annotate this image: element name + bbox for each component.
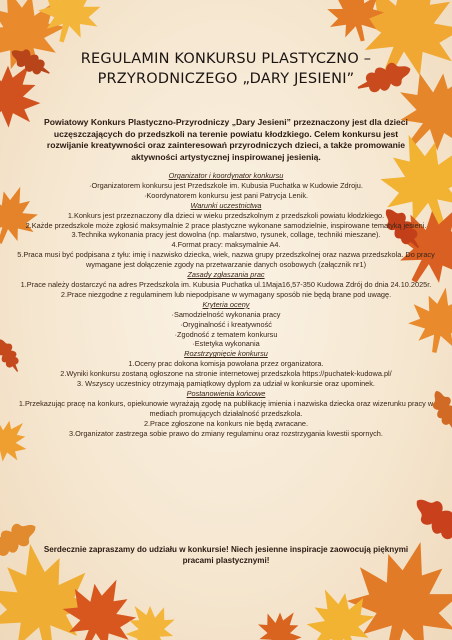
rule-line: 1.Prace należy dostarczyć na adres Przedszkola im. Kubusia Puchatka ul.1Maja16,57-350 Kudowa Zdrój do dnia 24.10.2025r. [20,279,432,289]
rule-line: 5.Praca musi być podpisana z tyłu: imię i nazwisko dziecka, wiek, nazwa grupy przedszkolnej oraz nazwa przedszkola. Do pracy wymagane jest dołączenie zgody na przetwarzanie danych osobowych (załącznik nr1) [17,250,435,270]
rule-line: 3. Wszyscy uczestnicy otrzymają pamiątkowy dyplom za udział w konkursie oraz upominek. [77,379,375,389]
rule-line: 1.Przekazując pracę na konkurs, opiekunowie wyrażają zgodę na publikację imienia i nazwiska dziecka oraz wizerunku pracy w mediach promujących działalność przedszkola. [18,398,434,418]
intro-paragraph: Powiatowy Konkurs Plastyczno-Przyrodniczy „Dary Jesieni” przeznaczony jest dla dzieci uczęszczających do przedszkoli na terenie powiatu kłodzkiego. Celem konkursu jest rozwijanie kreatywności oraz zainteresowań przyrodniczych dzieci, a także promowanie aktywności artystycznej inspirowanej jesienią. [44,117,408,162]
rule-line: ·Organizatorem konkursu jest Przedszkole im. Kubusia Puchatka w Kudowie Zdroju. [89,180,363,190]
rules-body [16,171,436,438]
rule-line: 3.Technika wykonania pracy jest dowolna (np. malarstwo, rysunek, collage, techniki mieszane). [71,230,381,240]
rule-line: 4.Format pracy: maksymalnie A4. [171,240,281,250]
title-line: PRZYRODNICZEGO „DARY JESIENI” [97,71,355,87]
rule-line: ·Oryginalność i kreatywność [180,319,272,329]
rule-line: ·Estetyka wykonania [192,339,260,349]
rule-line: ·Samodzielność wykonania pracy [171,309,281,319]
section-heading-organizer: Organizator i koordynator konkursu [168,171,284,180]
rule-line: ·Koordynatorem konkursu jest pani Patrycja Lenik. [143,190,309,200]
rule-line: 1.Oceny prac dokona komisja powołana przez organizatora. [128,359,324,369]
section-heading-criteria: Kryteria oceny [202,299,250,309]
page-title [30,49,422,89]
closing-paragraph: Serdecznie zapraszamy do udziału w konkursie! Niech jesienne inspiracje zaowocują pięknymi pracami plastycznymi! [43,545,409,565]
section-heading-submission: Zasady zgłaszania prac [187,270,265,280]
rule-line: 2.Prace zgłoszone na konkurs nie będą zwracane. [143,418,309,428]
rule-line: 1.Konkurs jest przeznaczony dla dzieci w wieku przedszkolnym z przedszkoli powiatu kłodzkiego. [67,210,385,220]
title-line: REGULAMIN KONKURSU PLASTYCZNO – [80,51,372,67]
rule-line: ·Zgodność z tematem konkursu [174,329,278,339]
rule-line: 2.Każde przedszkole może zgłosić maksymalnie 2 prace plastyczne wykonane samodzielnie, inspirowane tematyką jesieni. [25,220,427,230]
rule-line: 2.Wyniki konkursu zostaną ogłoszone na stronie internetowej przedszkola https://puchatek-kudowa.pl/ [60,369,392,379]
section-heading-final: Postanowienia końcowe [186,388,266,398]
rule-line: 3.Organizator zastrzega sobie prawo do zmiany regulaminu oraz rozstrzygania kwestii spornych. [69,428,383,438]
section-heading-participation: Warunki uczestnictwa [190,200,262,210]
section-heading-resolution: Rozstrzygnięcie konkursu [184,349,268,359]
rule-line: 2.Prace niezgodne z regulaminem lub niepodpisane w wymagany sposób nie będą brane pod uwagę. [60,289,392,299]
